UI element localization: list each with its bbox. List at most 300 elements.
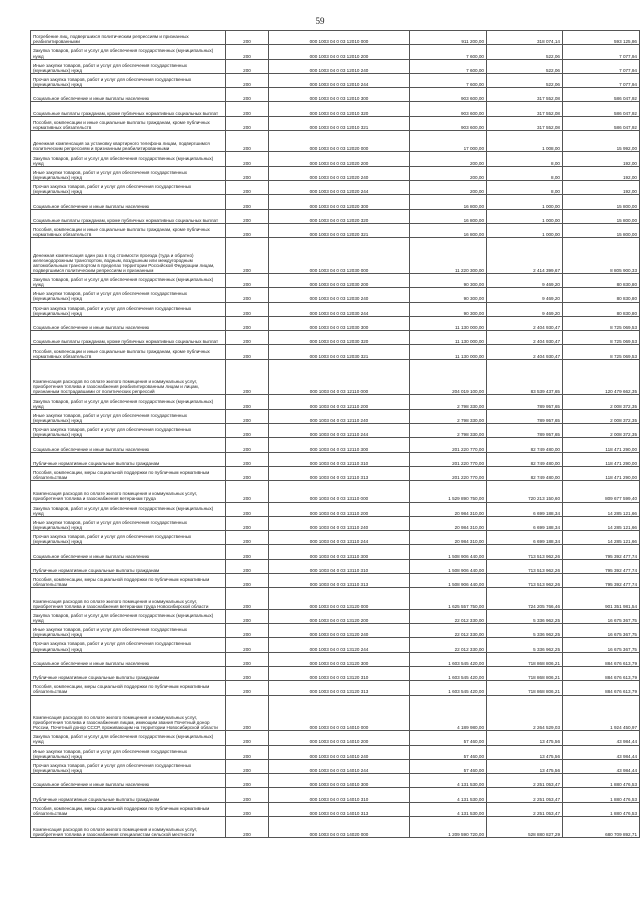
row-executed-cell: 6 699 188,34 — [487, 502, 563, 516]
row-executed-cell: 1 000,00 — [487, 209, 563, 223]
row-classification-cell: 000 1003 04 0 03 14020 000 — [269, 817, 410, 838]
row-classification-cell: 000 1003 04 0 03 13110 200 — [269, 502, 410, 516]
table-row — [31, 181, 640, 195]
row-classification-cell: 000 1003 04 0 03 13110 300 — [269, 545, 410, 559]
row-code-cell: 200 — [226, 438, 269, 452]
row-name-cell: Иные закупки товаров, работ и услуг для обеспечения государственных (муниципальных) нужд — [31, 745, 226, 759]
row-classification-cell: 000 1003 04 0 03 13120 300 — [269, 652, 410, 666]
row-classification-cell: 000 1003 04 0 03 14010 200 — [269, 731, 410, 745]
row-unexecuted-cell: 795 392 477,74 — [563, 545, 640, 559]
row-name-cell: Публичные нормативные социальные выплаты гражданам — [31, 666, 226, 680]
row-classification-cell: 000 1003 04 0 03 13110 244 — [269, 531, 410, 545]
row-approved-cell: 1 508 906 440,00 — [410, 545, 487, 559]
row-executed-cell: 5 336 962,25 — [487, 624, 563, 638]
table-row — [31, 45, 640, 59]
row-unexecuted-cell: 118 471 290,00 — [563, 466, 640, 480]
row-executed-cell: 718 868 806,21 — [487, 666, 563, 680]
row-unexecuted-cell: 8 725 069,53 — [563, 316, 640, 330]
row-classification-cell: 000 1003 04 0 03 13120 200 — [269, 609, 410, 623]
table-row — [31, 209, 640, 223]
row-name-cell: Прочая закупка товаров, работ и услуг для обеспечения государственных (муниципальных) нужд — [31, 73, 226, 87]
row-name-cell: Пособия, компенсации, меры социальной поддержки по публичным нормативным обязательствам — [31, 466, 226, 480]
row-classification-cell: 000 1003 04 0 03 12110 313 — [269, 466, 410, 480]
row-code-cell: 200 — [226, 359, 269, 395]
row-approved-cell: 2 798 330,00 — [410, 409, 487, 423]
table-row — [31, 774, 640, 788]
row-name-cell: Иные закупки товаров, работ и услуг для обеспечения государственных (муниципальных) нужд — [31, 59, 226, 73]
row-name-cell: Компенсация расходов по оплате жилого помещения и коммунальных услуг, приобретения топлива и газоснабжения ветеранам труда — [31, 481, 226, 502]
row-unexecuted-cell: 2 008 372,35 — [563, 395, 640, 409]
row-name-cell: Прочая закупка товаров, работ и услуг для обеспечения государственных (муниципальных) нужд — [31, 638, 226, 652]
row-approved-cell: 1 508 906 440,00 — [410, 574, 487, 588]
row-code-cell: 200 — [226, 638, 269, 652]
table-row — [31, 681, 640, 695]
row-executed-cell: 789 957,65 — [487, 395, 563, 409]
row-code-cell: 200 — [226, 681, 269, 695]
row-name-cell: Денежная компенсация за установку квартирного телефона лицам, подвергшимся политическим репрессиям и признанным реабилитированными — [31, 131, 226, 152]
row-code-cell: 200 — [226, 666, 269, 680]
row-approved-cell: 1 603 545 420,00 — [410, 681, 487, 695]
row-executed-cell: 2 251 053,47 — [487, 802, 563, 816]
row-code-cell: 200 — [226, 588, 269, 609]
row-approved-cell: 90 300,00 — [410, 273, 487, 287]
row-name-cell: Закупка товаров, работ и услуг для обеспечения государственных (муниципальных) нужд — [31, 609, 226, 623]
row-code-cell: 200 — [226, 424, 269, 438]
row-name-cell: Пособия, компенсации и иные социальные выплаты гражданам, кроме публичных нормативных обязательств — [31, 345, 226, 359]
row-approved-cell: 11 130 000,00 — [410, 345, 487, 359]
row-name-cell: Иные закупки товаров, работ и услуг для обеспечения государственных (муниципальных) нужд — [31, 516, 226, 530]
table-row — [31, 316, 640, 330]
row-code-cell: 200 — [226, 788, 269, 802]
row-approved-cell: 204 019 100,00 — [410, 359, 487, 395]
row-classification-cell: 000 1003 04 0 03 12020 320 — [269, 209, 410, 223]
table-row — [31, 545, 640, 559]
row-classification-cell: 000 1003 04 0 03 12020 244 — [269, 181, 410, 195]
row-executed-cell: 9 469,20 — [487, 302, 563, 316]
row-approved-cell: 20 984 310,00 — [410, 516, 487, 530]
row-approved-cell: 16 800,00 — [410, 209, 487, 223]
row-classification-cell: 000 1003 04 0 03 12110 240 — [269, 409, 410, 423]
row-name-cell: Прочая закупка товаров, работ и услуг для обеспечения государственных (муниципальных) нужд — [31, 181, 226, 195]
row-classification-cell: 000 1003 04 0 03 14010 240 — [269, 745, 410, 759]
row-name-cell: Публичные нормативные социальные выплаты гражданам — [31, 788, 226, 802]
table-row — [31, 102, 640, 116]
row-executed-cell: 13 475,56 — [487, 731, 563, 745]
row-name-cell: Социальное обеспечение и иные выплаты населению — [31, 652, 226, 666]
row-unexecuted-cell: 884 676 613,79 — [563, 652, 640, 666]
row-unexecuted-cell: 43 984,44 — [563, 745, 640, 759]
row-code-cell: 200 — [226, 73, 269, 87]
row-approved-cell: 903 600,00 — [410, 88, 487, 102]
row-name-cell: Закупка товаров, работ и услуг для обеспечения государственных (муниципальных) нужд — [31, 152, 226, 166]
row-executed-cell: 318 074,14 — [487, 31, 563, 45]
row-unexecuted-cell: 884 676 613,79 — [563, 681, 640, 695]
row-classification-cell: 000 1003 04 0 03 12010 240 — [269, 59, 410, 73]
row-code-cell: 200 — [226, 195, 269, 209]
row-name-cell: Закупка товаров, работ и услуг для обеспечения государственных (муниципальных) нужд — [31, 273, 226, 287]
row-executed-cell: 1 000,00 — [487, 195, 563, 209]
row-unexecuted-cell: 795 392 477,74 — [563, 574, 640, 588]
row-approved-cell: 7 600,00 — [410, 45, 487, 59]
row-approved-cell: 200,00 — [410, 152, 487, 166]
table-row — [31, 116, 640, 130]
table-row — [31, 195, 640, 209]
row-name-cell: Социальное обеспечение и иные выплаты населению — [31, 316, 226, 330]
row-code-cell: 200 — [226, 531, 269, 545]
row-classification-cell: 000 1003 04 0 03 13120 000 — [269, 588, 410, 609]
table-row — [31, 273, 640, 287]
row-classification-cell: 000 1003 04 0 03 14010 310 — [269, 788, 410, 802]
row-executed-cell: 789 957,65 — [487, 409, 563, 423]
table-row — [31, 666, 640, 680]
row-executed-cell: 9 469,20 — [487, 288, 563, 302]
row-code-cell: 200 — [226, 31, 269, 45]
row-code-cell: 200 — [226, 652, 269, 666]
row-code-cell: 200 — [226, 466, 269, 480]
row-approved-cell: 7 600,00 — [410, 73, 487, 87]
row-unexecuted-cell: 80 830,80 — [563, 273, 640, 287]
row-approved-cell: 7 600,00 — [410, 59, 487, 73]
row-name-cell: Денежная компенсация один раз в год стоимости проезда (туда и обратно) железнодорожным транспортом, водным, воздушным или междугородным автомобильным транспортом в пределах территории Российской Федерации лицам, подвергшимся политическим репрессиям и признанным — [31, 238, 226, 274]
table-row — [31, 759, 640, 773]
row-unexecuted-cell: 43 984,44 — [563, 759, 640, 773]
row-unexecuted-cell: 8 725 069,53 — [563, 331, 640, 345]
table-row — [31, 695, 640, 731]
row-name-cell: Закупка товаров, работ и услуг для обеспечения государственных (муниципальных) нужд — [31, 45, 226, 59]
row-approved-cell: 1 603 545 420,00 — [410, 652, 487, 666]
row-unexecuted-cell: 680 709 892,71 — [563, 817, 640, 838]
row-unexecuted-cell: 2 008 372,35 — [563, 409, 640, 423]
table-row — [31, 817, 640, 838]
row-unexecuted-cell: 8 805 900,33 — [563, 238, 640, 274]
row-approved-cell: 17 000,00 — [410, 131, 487, 152]
row-approved-cell: 16 800,00 — [410, 223, 487, 237]
row-executed-cell: 5 336 962,25 — [487, 638, 563, 652]
row-approved-cell: 1 625 557 750,00 — [410, 588, 487, 609]
row-code-cell: 200 — [226, 545, 269, 559]
row-executed-cell: 522,06 — [487, 73, 563, 87]
row-approved-cell: 90 300,00 — [410, 302, 487, 316]
table-row — [31, 88, 640, 102]
row-approved-cell: 22 012 330,00 — [410, 609, 487, 623]
row-approved-cell: 4 189 980,00 — [410, 695, 487, 731]
row-code-cell: 200 — [226, 131, 269, 152]
table-row — [31, 559, 640, 573]
row-approved-cell: 2 798 330,00 — [410, 395, 487, 409]
row-code-cell: 200 — [226, 395, 269, 409]
row-name-cell: Закупка товаров, работ и услуг для обеспечения государственных (муниципальных) нужд — [31, 502, 226, 516]
row-unexecuted-cell: 192,00 — [563, 181, 640, 195]
row-approved-cell: 1 603 545 420,00 — [410, 666, 487, 680]
row-executed-cell: 528 880 827,29 — [487, 817, 563, 838]
row-approved-cell: 22 012 330,00 — [410, 638, 487, 652]
row-unexecuted-cell: 1 880 476,53 — [563, 788, 640, 802]
row-classification-cell: 000 1003 04 0 03 12010 200 — [269, 45, 410, 59]
row-name-cell: Компенсация расходов по оплате жилого помещения и коммунальных услуг, приобретения топлива и газоснабжения лицам, имеющим звания Почетный донор России, Почетный донор СССР, проживающим на территории Новосибирской области — [31, 695, 226, 731]
row-classification-cell: 000 1003 04 0 03 12020 240 — [269, 166, 410, 180]
row-name-cell: Социальные выплаты гражданам, кроме публичных нормативных социальных выплат — [31, 209, 226, 223]
row-code-cell: 200 — [226, 516, 269, 530]
row-executed-cell: 713 513 962,26 — [487, 545, 563, 559]
table-row — [31, 609, 640, 623]
row-unexecuted-cell: 1 880 476,53 — [563, 802, 640, 816]
table-row — [31, 395, 640, 409]
row-name-cell: Прочая закупка товаров, работ и услуг для обеспечения государственных (муниципальных) нужд — [31, 759, 226, 773]
row-name-cell: Социальное обеспечение и иные выплаты населению — [31, 545, 226, 559]
table-row — [31, 466, 640, 480]
row-code-cell: 200 — [226, 695, 269, 731]
row-unexecuted-cell: 1 924 450,97 — [563, 695, 640, 731]
row-executed-cell: 2 404 930,47 — [487, 331, 563, 345]
row-name-cell: Пособия, компенсации, меры социальной поддержки по публичным нормативным обязательствам — [31, 681, 226, 695]
row-code-cell: 200 — [226, 45, 269, 59]
row-classification-cell: 000 1003 04 0 03 12010 320 — [269, 102, 410, 116]
row-name-cell: Социальные выплаты гражданам, кроме публичных нормативных социальных выплат — [31, 102, 226, 116]
row-unexecuted-cell: 118 471 290,00 — [563, 438, 640, 452]
row-classification-cell: 000 1003 04 0 03 14010 244 — [269, 759, 410, 773]
row-classification-cell: 000 1003 04 0 03 12030 240 — [269, 288, 410, 302]
row-executed-cell: 2 404 930,47 — [487, 345, 563, 359]
row-executed-cell: 317 552,08 — [487, 116, 563, 130]
row-executed-cell: 13 475,56 — [487, 745, 563, 759]
row-approved-cell: 16 800,00 — [410, 195, 487, 209]
row-unexecuted-cell: 15 800,00 — [563, 195, 640, 209]
table-row — [31, 359, 640, 395]
row-executed-cell: 6 699 188,34 — [487, 531, 563, 545]
row-name-cell: Закупка товаров, работ и услуг для обеспечения государственных (муниципальных) нужд — [31, 731, 226, 745]
row-unexecuted-cell: 586 047,92 — [563, 102, 640, 116]
row-approved-cell: 903 600,00 — [410, 116, 487, 130]
row-executed-cell: 720 213 150,60 — [487, 481, 563, 502]
row-classification-cell: 000 1003 04 0 03 12010 321 — [269, 116, 410, 130]
row-name-cell: Социальное обеспечение и иные выплаты населению — [31, 195, 226, 209]
row-code-cell: 200 — [226, 745, 269, 759]
row-classification-cell: 000 1003 04 0 03 12020 200 — [269, 152, 410, 166]
row-executed-cell: 2 251 053,47 — [487, 774, 563, 788]
row-executed-cell: 2 264 529,03 — [487, 695, 563, 731]
row-code-cell: 200 — [226, 209, 269, 223]
row-executed-cell: 5 336 962,25 — [487, 609, 563, 623]
row-unexecuted-cell: 2 008 372,35 — [563, 424, 640, 438]
table-row — [31, 73, 640, 87]
row-executed-cell: 317 552,08 — [487, 88, 563, 102]
budget-table — [30, 30, 640, 838]
table-row — [31, 31, 640, 45]
row-name-cell: Закупка товаров, работ и услуг для обеспечения государственных (муниципальных) нужд — [31, 395, 226, 409]
row-executed-cell: 724 205 766,46 — [487, 588, 563, 609]
row-approved-cell: 4 131 530,00 — [410, 774, 487, 788]
row-executed-cell: 713 513 962,26 — [487, 574, 563, 588]
table-row — [31, 59, 640, 73]
table-row — [31, 652, 640, 666]
row-classification-cell: 000 1003 04 0 03 12020 300 — [269, 195, 410, 209]
row-code-cell: 200 — [226, 802, 269, 816]
row-code-cell: 200 — [226, 452, 269, 466]
row-executed-cell: 8,00 — [487, 166, 563, 180]
row-approved-cell: 20 984 310,00 — [410, 502, 487, 516]
row-executed-cell: 1 008,00 — [487, 131, 563, 152]
row-code-cell: 200 — [226, 331, 269, 345]
row-classification-cell: 000 1003 04 0 03 13120 244 — [269, 638, 410, 652]
row-executed-cell: 522,06 — [487, 59, 563, 73]
row-executed-cell: 6 699 188,34 — [487, 516, 563, 530]
row-unexecuted-cell: 16 675 367,75 — [563, 609, 640, 623]
row-executed-cell: 82 749 480,00 — [487, 466, 563, 480]
row-unexecuted-cell: 593 125,86 — [563, 31, 640, 45]
row-classification-cell: 000 1003 04 0 03 12030 320 — [269, 331, 410, 345]
table-row — [31, 745, 640, 759]
row-approved-cell: 200,00 — [410, 181, 487, 195]
row-unexecuted-cell: 14 285 121,66 — [563, 502, 640, 516]
row-approved-cell: 200,00 — [410, 166, 487, 180]
row-executed-cell: 522,06 — [487, 45, 563, 59]
row-code-cell: 200 — [226, 559, 269, 573]
row-unexecuted-cell: 16 675 367,75 — [563, 624, 640, 638]
row-code-cell: 200 — [226, 624, 269, 638]
row-code-cell: 200 — [226, 102, 269, 116]
row-classification-cell: 000 1003 04 0 03 13110 313 — [269, 574, 410, 588]
row-executed-cell: 9 469,20 — [487, 273, 563, 287]
table-row — [31, 331, 640, 345]
row-executed-cell: 83 539 437,65 — [487, 359, 563, 395]
row-unexecuted-cell: 884 676 613,79 — [563, 666, 640, 680]
table-row — [31, 288, 640, 302]
table-row — [31, 731, 640, 745]
table-row — [31, 223, 640, 237]
row-classification-cell: 000 1003 04 0 03 13110 000 — [269, 481, 410, 502]
row-classification-cell: 000 1003 04 0 03 12110 310 — [269, 452, 410, 466]
row-code-cell: 200 — [226, 59, 269, 73]
row-executed-cell: 2 414 399,67 — [487, 238, 563, 274]
row-unexecuted-cell: 586 047,92 — [563, 116, 640, 130]
row-approved-cell: 201 220 770,00 — [410, 452, 487, 466]
row-executed-cell: 8,00 — [487, 152, 563, 166]
row-code-cell: 200 — [226, 288, 269, 302]
row-unexecuted-cell: 43 984,44 — [563, 731, 640, 745]
row-unexecuted-cell: 7 077,94 — [563, 45, 640, 59]
row-classification-cell: 000 1003 04 0 03 14010 313 — [269, 802, 410, 816]
row-approved-cell: 57 460,00 — [410, 745, 487, 759]
row-executed-cell: 82 749 480,00 — [487, 452, 563, 466]
row-code-cell: 200 — [226, 731, 269, 745]
row-executed-cell: 789 957,65 — [487, 424, 563, 438]
table-row — [31, 502, 640, 516]
row-name-cell: Иные закупки товаров, работ и услуг для обеспечения государственных (муниципальных) нужд — [31, 624, 226, 638]
table-row — [31, 438, 640, 452]
row-classification-cell: 000 1003 04 0 03 12110 244 — [269, 424, 410, 438]
row-code-cell: 200 — [226, 238, 269, 274]
row-name-cell: Социальное обеспечение и иные выплаты населению — [31, 774, 226, 788]
row-name-cell: Пособия, компенсации, меры социальной поддержки по публичным нормативным обязательствам — [31, 802, 226, 816]
row-approved-cell: 57 460,00 — [410, 731, 487, 745]
row-classification-cell: 000 1003 04 0 03 12010 300 — [269, 88, 410, 102]
table-row — [31, 302, 640, 316]
row-name-cell: Погребение лиц, подвергшихся политическим репрессиям и признанных реабилитированными — [31, 31, 226, 45]
row-name-cell: Пособия, компенсации и иные социальные выплаты гражданам, кроме публичных нормативных обязательств — [31, 116, 226, 130]
row-approved-cell: 1 529 890 750,00 — [410, 481, 487, 502]
table-row — [31, 166, 640, 180]
row-classification-cell: 000 1003 04 0 03 12110 200 — [269, 395, 410, 409]
row-classification-cell: 000 1003 04 0 03 12020 321 — [269, 223, 410, 237]
row-unexecuted-cell: 14 285 121,66 — [563, 516, 640, 530]
row-classification-cell: 000 1003 04 0 03 12110 000 — [269, 359, 410, 395]
table-row — [31, 452, 640, 466]
row-approved-cell: 911 200,00 — [410, 31, 487, 45]
row-unexecuted-cell: 15 800,00 — [563, 209, 640, 223]
row-classification-cell: 000 1003 04 0 03 13110 310 — [269, 559, 410, 573]
row-unexecuted-cell: 15 800,00 — [563, 223, 640, 237]
row-code-cell: 200 — [226, 345, 269, 359]
row-approved-cell: 2 798 330,00 — [410, 424, 487, 438]
row-code-cell: 200 — [226, 481, 269, 502]
row-unexecuted-cell: 8 725 069,53 — [563, 345, 640, 359]
row-code-cell: 200 — [226, 223, 269, 237]
row-classification-cell: 000 1003 04 0 03 12010 244 — [269, 73, 410, 87]
row-unexecuted-cell: 192,00 — [563, 166, 640, 180]
row-unexecuted-cell: 80 830,80 — [563, 288, 640, 302]
row-classification-cell: 000 1003 04 0 03 12020 000 — [269, 131, 410, 152]
row-classification-cell: 000 1003 04 0 03 14010 000 — [269, 695, 410, 731]
row-code-cell: 200 — [226, 609, 269, 623]
row-executed-cell: 718 868 806,21 — [487, 652, 563, 666]
row-classification-cell: 000 1003 04 0 03 12030 200 — [269, 273, 410, 287]
table-row — [31, 409, 640, 423]
row-code-cell: 200 — [226, 302, 269, 316]
row-unexecuted-cell: 795 392 477,74 — [563, 559, 640, 573]
row-code-cell: 200 — [226, 502, 269, 516]
row-name-cell: Пособия, компенсации и иные социальные выплаты гражданам, кроме публичных нормативных обязательств — [31, 223, 226, 237]
table-row — [31, 802, 640, 816]
row-approved-cell: 4 131 530,00 — [410, 788, 487, 802]
row-code-cell: 200 — [226, 273, 269, 287]
row-executed-cell: 13 475,56 — [487, 759, 563, 773]
row-approved-cell: 22 012 330,00 — [410, 624, 487, 638]
row-classification-cell: 000 1003 04 0 03 13120 313 — [269, 681, 410, 695]
row-approved-cell: 11 130 000,00 — [410, 316, 487, 330]
table-row — [31, 152, 640, 166]
row-code-cell: 200 — [226, 166, 269, 180]
row-name-cell: Иные закупки товаров, работ и услуг для обеспечения государственных (муниципальных) нужд — [31, 166, 226, 180]
row-classification-cell: 000 1003 04 0 03 14010 300 — [269, 774, 410, 788]
row-classification-cell: 000 1003 04 0 03 12030 000 — [269, 238, 410, 274]
row-executed-cell: 713 513 962,26 — [487, 559, 563, 573]
row-code-cell: 200 — [226, 316, 269, 330]
row-classification-cell: 000 1003 04 0 03 12110 300 — [269, 438, 410, 452]
row-unexecuted-cell: 120 479 662,35 — [563, 359, 640, 395]
table-row — [31, 481, 640, 502]
page-number: 59 — [315, 16, 325, 26]
table-row — [31, 131, 640, 152]
row-code-cell: 200 — [226, 759, 269, 773]
row-name-cell: Публичные нормативные социальные выплаты гражданам — [31, 452, 226, 466]
row-approved-cell: 1 209 590 720,00 — [410, 817, 487, 838]
row-approved-cell: 20 984 310,00 — [410, 531, 487, 545]
row-name-cell: Иные закупки товаров, работ и услуг для обеспечения государственных (муниципальных) нужд — [31, 409, 226, 423]
row-approved-cell: 90 300,00 — [410, 288, 487, 302]
row-executed-cell: 8,00 — [487, 181, 563, 195]
row-unexecuted-cell: 7 077,94 — [563, 59, 640, 73]
row-name-cell: Социальные выплаты гражданам, кроме публичных нормативных социальных выплат — [31, 331, 226, 345]
row-unexecuted-cell: 16 675 367,75 — [563, 638, 640, 652]
row-name-cell: Прочая закупка товаров, работ и услуг для обеспечения государственных (муниципальных) нужд — [31, 531, 226, 545]
row-unexecuted-cell: 809 677 599,40 — [563, 481, 640, 502]
row-approved-cell: 201 220 770,00 — [410, 438, 487, 452]
row-name-cell: Публичные нормативные социальные выплаты гражданам — [31, 559, 226, 573]
table-row — [31, 638, 640, 652]
row-name-cell: Прочая закупка товаров, работ и услуг для обеспечения государственных (муниципальных) нужд — [31, 302, 226, 316]
row-executed-cell: 718 868 806,21 — [487, 681, 563, 695]
row-name-cell: Социальное обеспечение и иные выплаты населению — [31, 438, 226, 452]
